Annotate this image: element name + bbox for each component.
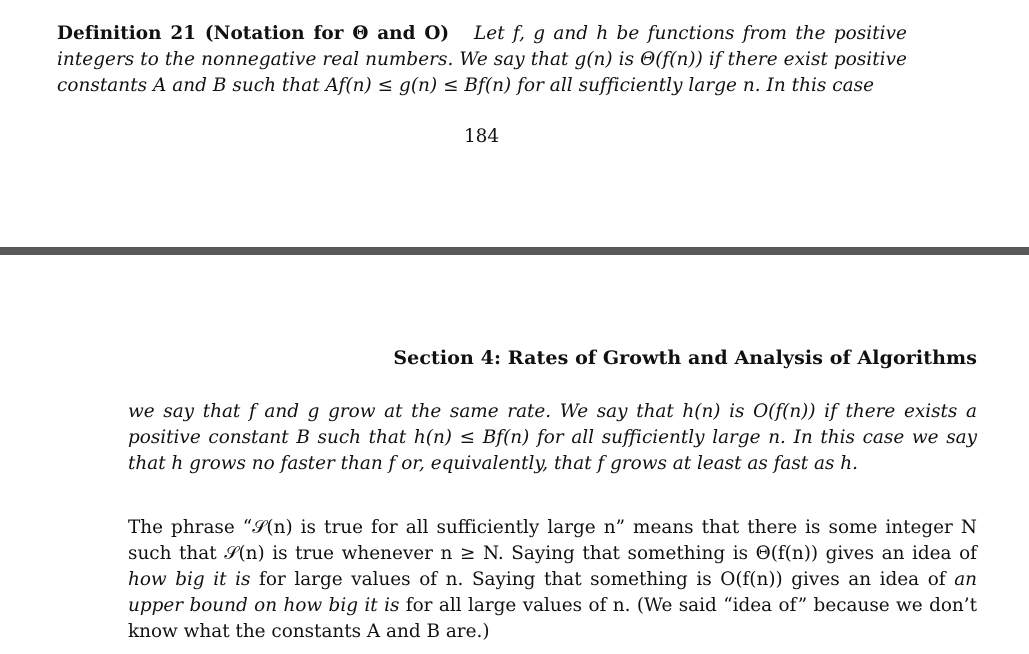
paragraph-2-part-2: for large values of n. Saying that something is O(f(n)) gives an idea of bbox=[250, 569, 955, 590]
page-number: 184 bbox=[463, 126, 500, 147]
paragraph-2-part-1: The phrase “𝒮(n) is true for all sufficiently large n” means that there is some integer N such that 𝒮(n) is true whenever n ≥ N. Saying that something is Θ(f(n)) gives an idea of bbox=[128, 517, 977, 564]
paragraph-2-emphasis-2: an upper bound on how big it is bbox=[128, 569, 978, 616]
paragraph-2-emphasis-1: how big it is bbox=[128, 569, 251, 590]
page-divider bbox=[0, 247, 1029, 255]
top-page bbox=[0, 0, 1029, 247]
definition-lead: Definition 21 (Notation for Θ and O) bbox=[57, 23, 450, 44]
definition-21 bbox=[57, 21, 907, 99]
paragraph-2 bbox=[128, 515, 977, 645]
paragraph-2-part-3: for all large values of n. (We said “idea of” because we don’t know what the constants A and B are.) bbox=[128, 595, 977, 642]
paragraph-1: we say that f and g grow at the same rate. We say that h(n) is O(f(n)) if there exists a positive constant B such that h(n) ≤ Bf(n) for all sufficiently large n. In this case we say that h grows no faster than f or, equivalently, that f grows at least as fast as h. bbox=[128, 401, 977, 474]
running-head: Section 4: Rates of Growth and Analysis of Algorithms bbox=[393, 347, 977, 369]
definition-text: Let f, g and h be functions from the positive integers to the nonnegative real numbers. We say that g(n) is Θ(f(n)) if there exist positive constants A and B such that Af(n) ≤ g(n) ≤ Bf(n) for all sufficiently large n. In this case bbox=[57, 23, 907, 96]
